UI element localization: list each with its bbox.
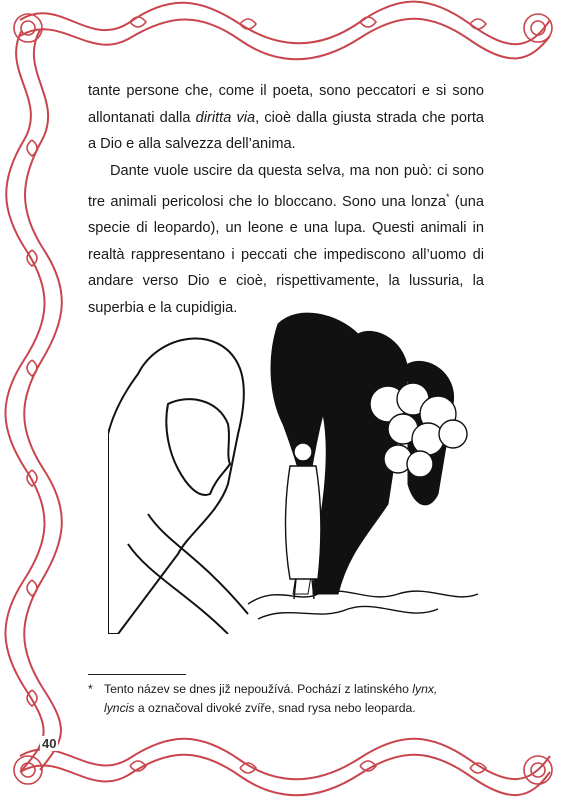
- footnote: * Tento název se dnes již nepoužívá. Pochází z latinského lynx, lyncis a označoval divoké zvíře, snad rysa nebo leoparda.: [88, 680, 488, 717]
- footnote-line-2: lyncis a označoval divoké zvíře, snad rysa nebo leoparda.: [104, 700, 416, 715]
- page-number: 40: [42, 736, 57, 751]
- body-text: [88, 78, 484, 321]
- dante-forest-illustration: [108, 304, 498, 634]
- paragraph-1: tante persone che, come il poeta, sono peccatori e si sono allontanati dalla diritta via, cioè dalla giusta strada che porta a Dio e alla salvezza dell’anima.: [88, 83, 484, 152]
- footnote-mark: *: [88, 682, 93, 696]
- paragraph-2: Dante vuole uscire da questa selva, ma non può: ci sono tre animali pericolosi che lo bloccano. Sono una lonza* (una specie di leopardo), un leone e una lupa. Questi animali in realtà rappresentano i peccati che impediscono all’uomo di andare verso Dio e cioè, rispettivamente, la lussuria, la superbia e la cupidigia.: [88, 162, 485, 316]
- footnote-rule: [88, 674, 186, 675]
- footnote-reference: *: [445, 192, 450, 202]
